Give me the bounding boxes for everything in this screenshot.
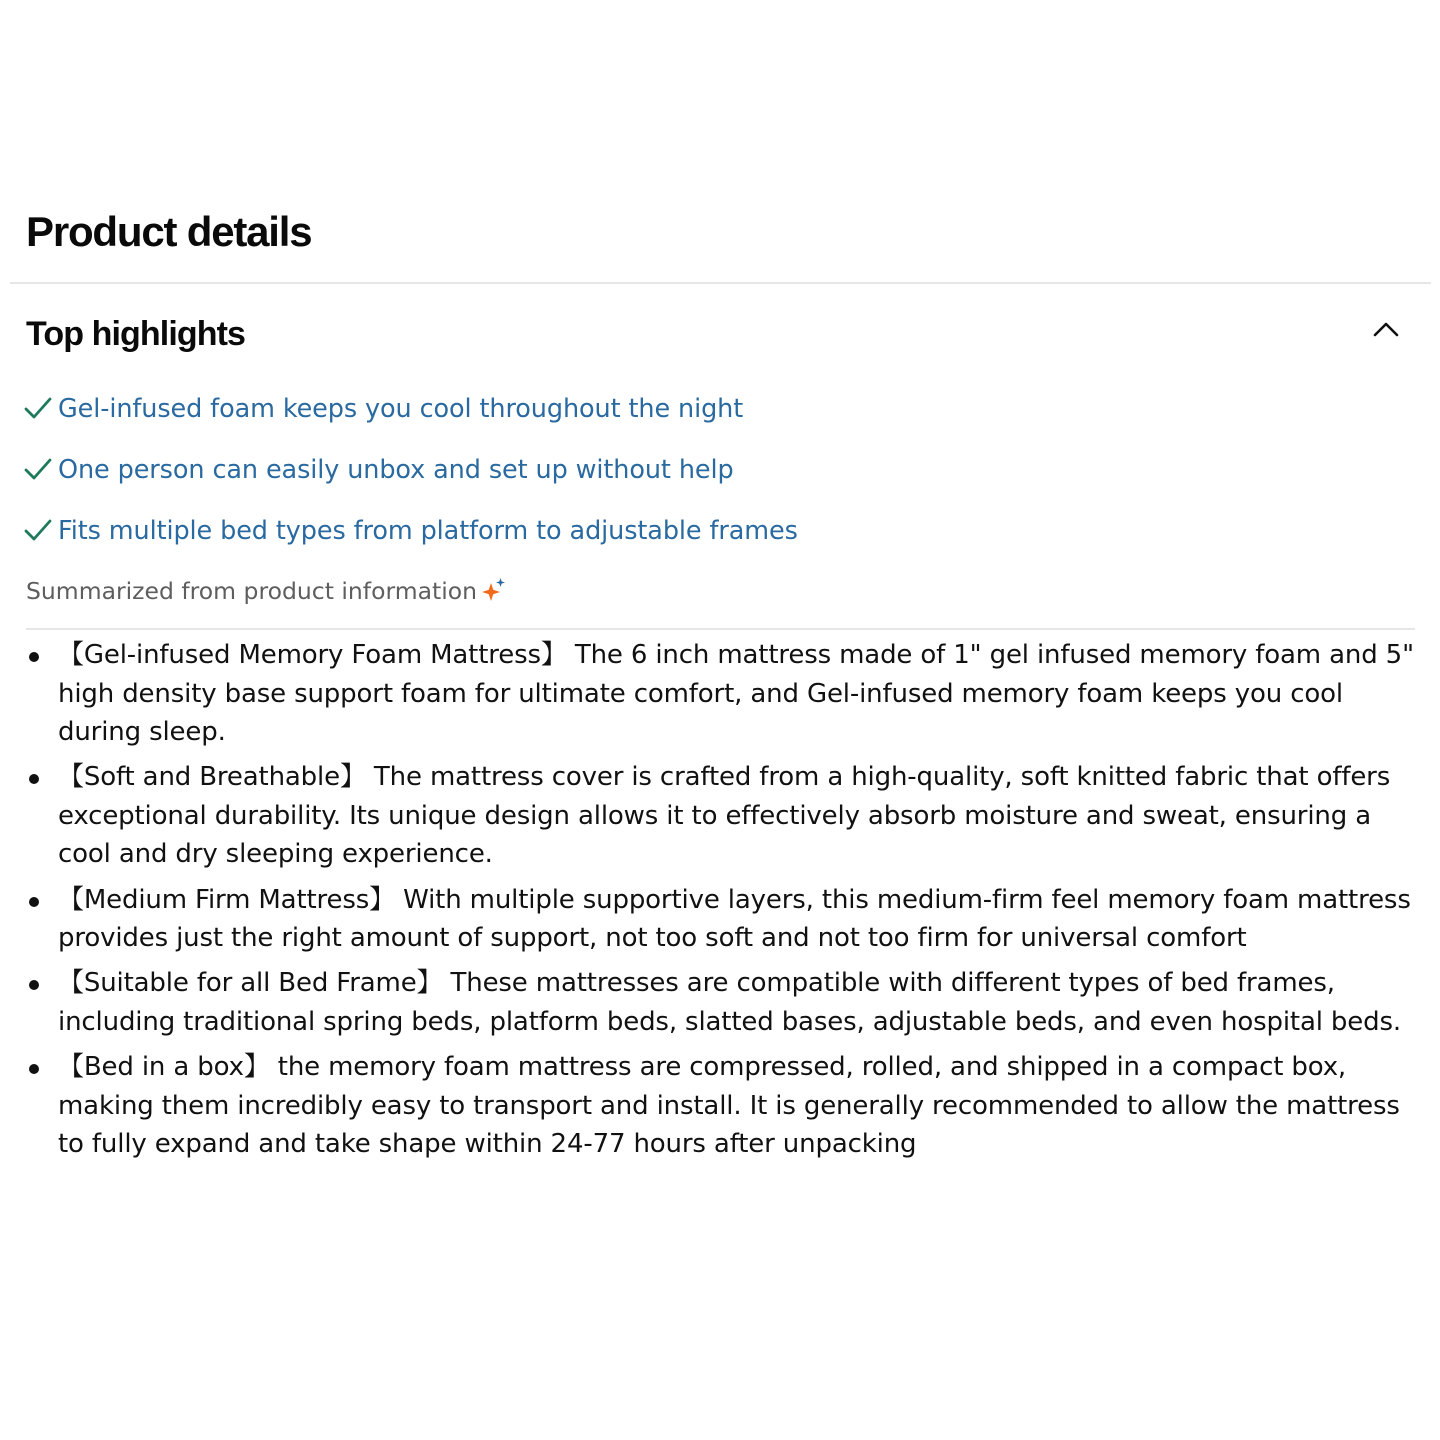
top-highlights-toggle[interactable] (26, 308, 1406, 360)
detail-item (58, 636, 1424, 752)
detail-text: 【Bed in a box】 the memory foam mattress are compressed, rolled, and shipped in a compact box, making them incredibly easy to transport and install. It is generally recommended to allow the mattress to fully expand and take shape within 24-77 hours after unpacking (58, 1051, 1400, 1160)
product-details-list (58, 636, 1424, 1170)
detail-item (58, 964, 1424, 1041)
detail-text: 【Gel-infused Memory Foam Mattress】 The 6 inch mattress made of 1" gel infused memory foam and 5" high density base support foam for ultimate comfort, and Gel-infused memory foam keeps you cool during sleep. (58, 640, 1414, 748)
bullet-icon (29, 897, 39, 907)
detail-text: 【Medium Firm Mattress】 With multiple supportive layers, this medium-firm feel memory foam mattress provides just the right amount of support, not too soft and not too firm for universal comfort (58, 884, 1411, 954)
summary-note (26, 572, 507, 610)
bullet-icon (29, 980, 39, 990)
summary-text: Summarized from product information (26, 577, 478, 605)
bullet-icon (29, 1064, 39, 1074)
sparkle-icon (481, 577, 507, 603)
chevron-up-icon[interactable] (1372, 316, 1400, 344)
checkmark-icon (24, 396, 52, 420)
checkmark-icon (24, 518, 52, 542)
detail-item (58, 881, 1424, 958)
detail-item (58, 758, 1424, 874)
section-title: Top highlights (26, 315, 246, 353)
highlight-text: Fits multiple bed types from platform to adjustable frames (58, 516, 798, 546)
detail-text: 【Soft and Breathable】 The mattress cover is crafted from a high-quality, soft knitted fabric that offers exceptional durability. Its unique design allows it to effectively absorb moisture and sweat, ensuring a cool and dry sleeping experience. (58, 762, 1391, 870)
page-title: Product details (26, 208, 312, 255)
detail-text: 【Suitable for all Bed Frame】 These mattresses are compatible with different types of bed frames, including traditional spring beds, platform beds, slatted bases, adjustable beds, and even hospital beds. (58, 968, 1401, 1037)
bullet-icon (29, 652, 39, 662)
detail-item (58, 1048, 1424, 1164)
highlight-text: One person can easily unbox and set up without help (58, 455, 734, 485)
section-divider (10, 282, 1431, 284)
highlight-text: Gel-infused foam keeps you cool throughout the night (58, 394, 744, 424)
checkmark-icon (24, 457, 52, 481)
details-divider (26, 628, 1415, 630)
bullet-icon (29, 774, 39, 784)
